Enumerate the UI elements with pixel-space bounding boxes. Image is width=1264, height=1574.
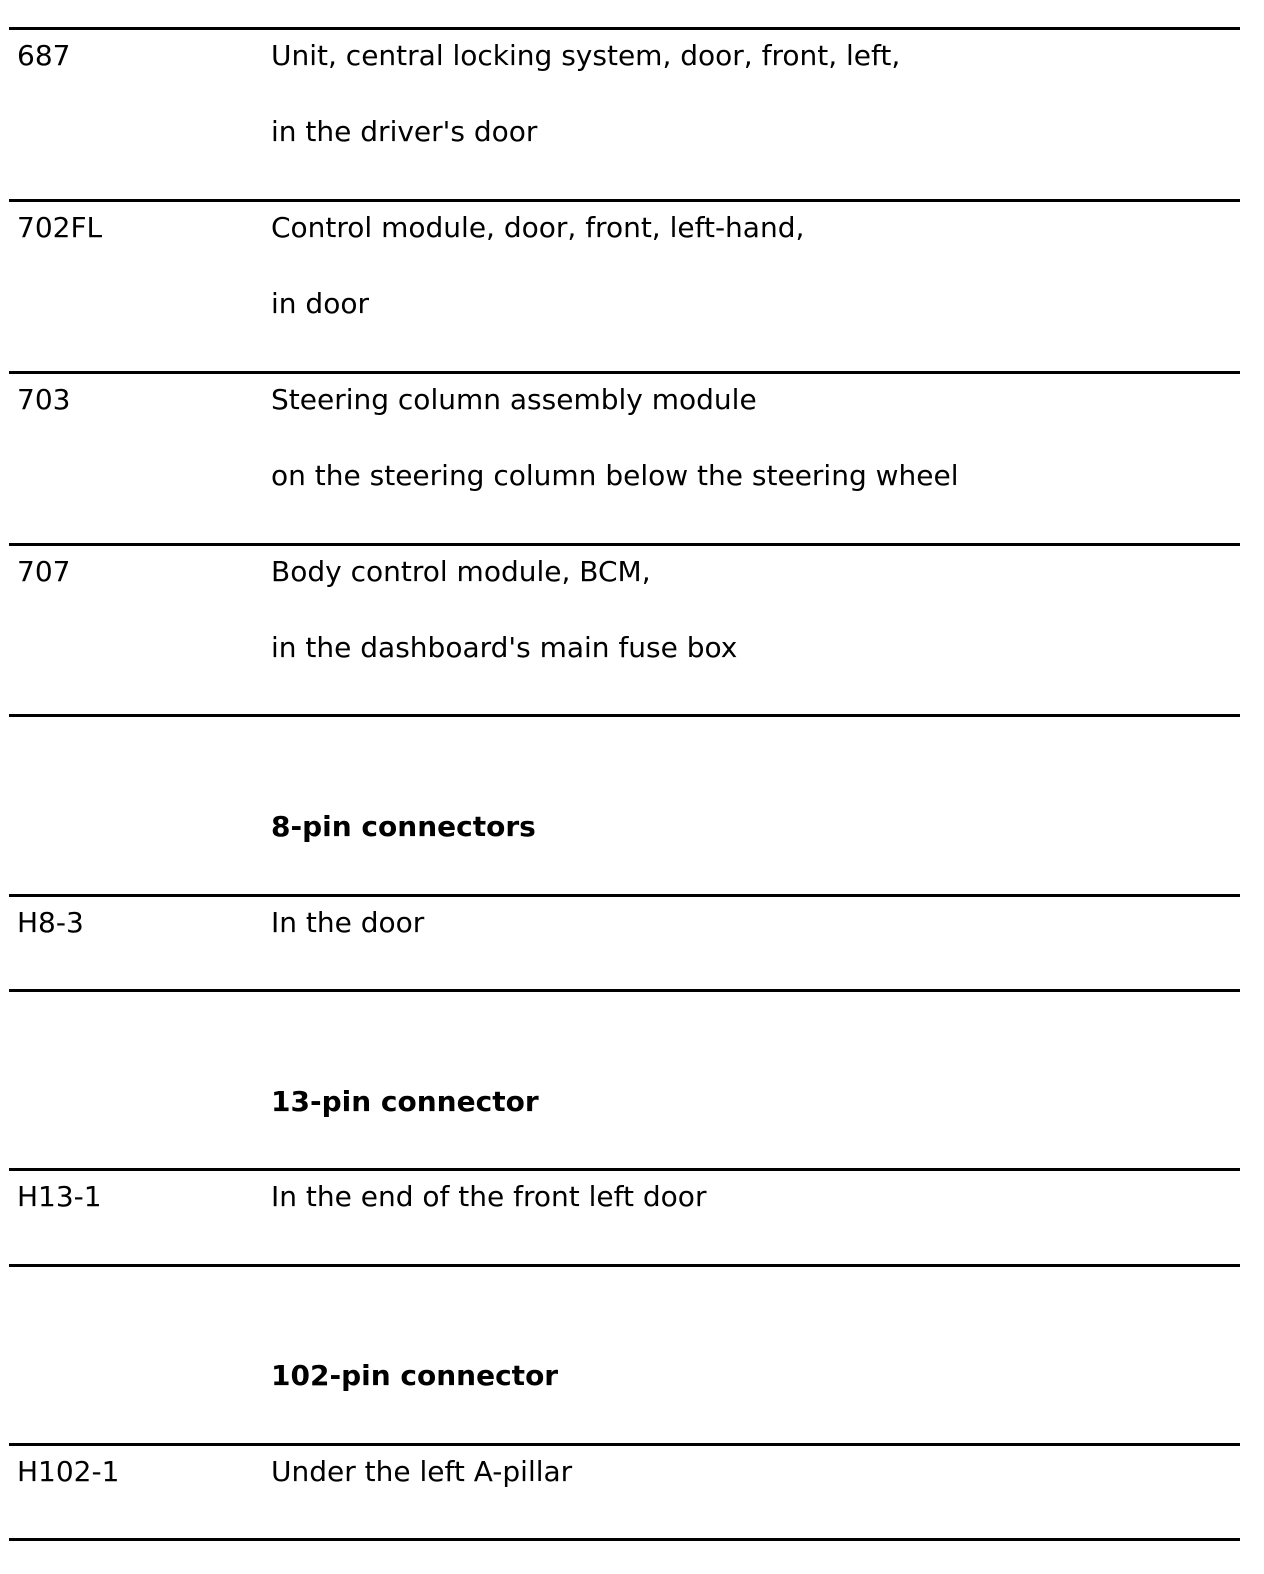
table-rule <box>9 714 1240 717</box>
table-rule <box>9 894 1240 897</box>
connector-code: H102-1 <box>17 1455 120 1488</box>
section-heading: 102-pin connector <box>271 1359 559 1392</box>
component-description: Steering column assembly module <box>271 383 757 416</box>
component-location: on the steering column below the steering wheel <box>271 459 959 492</box>
connector-code: H8-3 <box>17 906 84 939</box>
component-location: in the dashboard's main fuse box <box>271 631 738 664</box>
connector-location: In the end of the front left door <box>271 1180 707 1213</box>
component-code: 703 <box>17 383 71 416</box>
table-rule <box>9 989 1240 992</box>
connector-code: H13-1 <box>17 1180 102 1213</box>
table-rule <box>9 1168 1240 1171</box>
component-code: 687 <box>17 39 71 72</box>
component-description: Body control module, BCM, <box>271 555 651 588</box>
section-heading: 13-pin connector <box>271 1085 539 1118</box>
component-code: 702FL <box>17 211 103 244</box>
component-code: 707 <box>17 555 71 588</box>
connector-location: In the door <box>271 906 425 939</box>
table-rule <box>9 27 1240 30</box>
component-description: Control module, door, front, left-hand, <box>271 211 805 244</box>
component-location: in door <box>271 287 369 320</box>
component-location: in the driver's door <box>271 115 538 148</box>
table-rule <box>9 1443 1240 1446</box>
table-rule <box>9 543 1240 546</box>
table-rule <box>9 1264 1240 1267</box>
table-rule <box>9 199 1240 202</box>
component-description: Unit, central locking system, door, front, left, <box>271 39 901 72</box>
connector-location: Under the left A-pillar <box>271 1455 573 1488</box>
table-rule <box>9 1538 1240 1541</box>
section-heading: 8-pin connectors <box>271 810 536 843</box>
table-rule <box>9 371 1240 374</box>
